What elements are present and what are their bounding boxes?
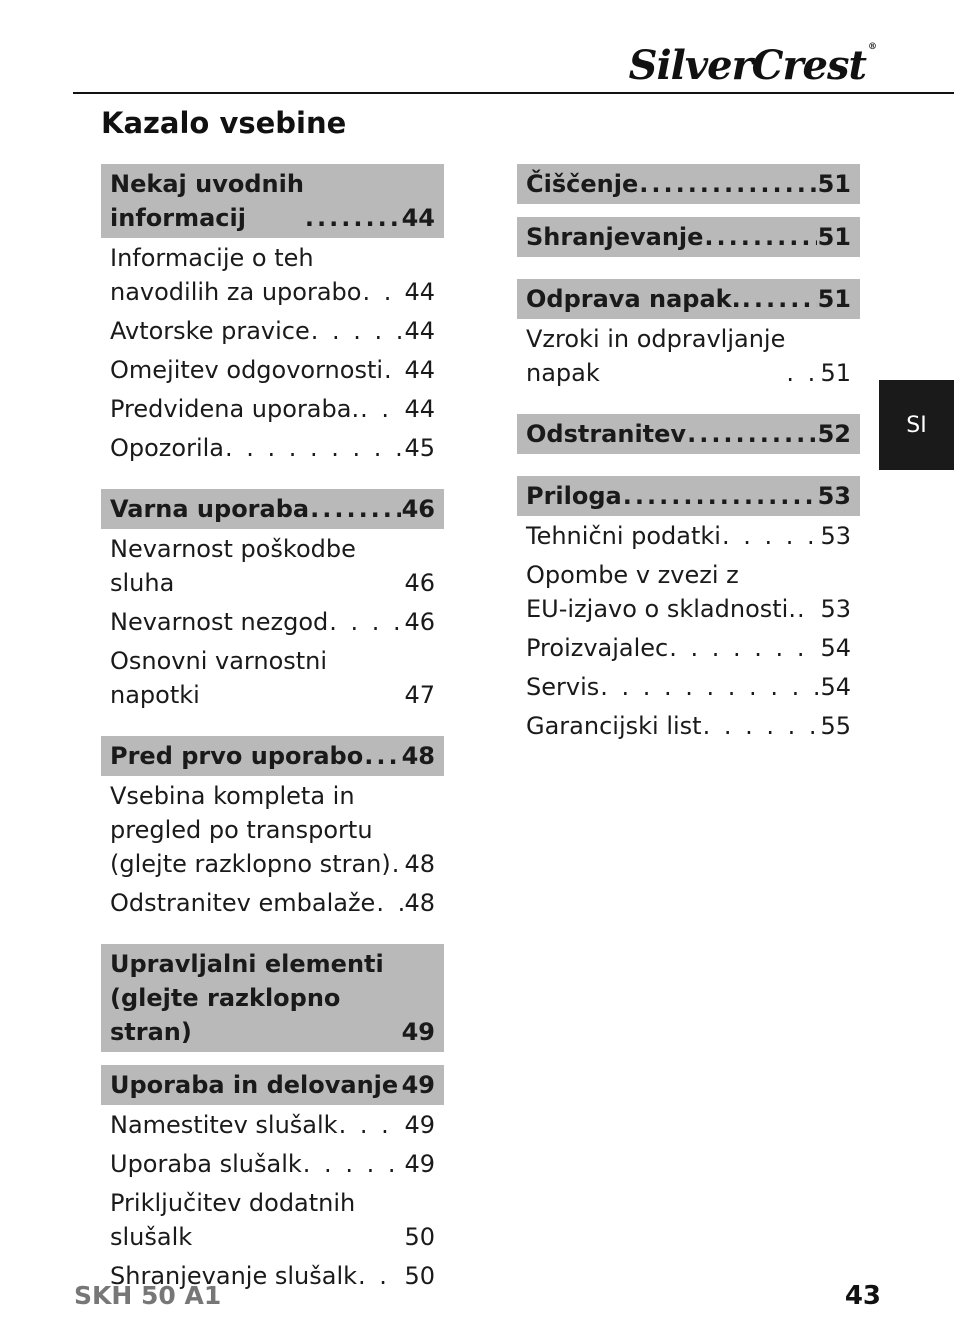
toc-entry[interactable] bbox=[101, 883, 444, 922]
toc-entry-label: Tehnični podatki bbox=[526, 522, 721, 550]
dot-leader bbox=[704, 220, 816, 254]
dot-leader bbox=[329, 605, 403, 639]
toc-entry[interactable] bbox=[517, 555, 860, 628]
page-number: 43 bbox=[844, 1281, 881, 1311]
toc-entry-page-number: 49 bbox=[404, 1150, 435, 1178]
section-gap bbox=[101, 467, 444, 489]
toc-entry-page-number: 55 bbox=[820, 712, 851, 740]
toc-entry-label: Priključitev dodatnih slušalk bbox=[110, 1189, 356, 1251]
toc-entry[interactable] bbox=[101, 389, 444, 428]
dot-leader bbox=[722, 519, 819, 553]
dot-leader bbox=[305, 201, 401, 235]
toc-entry[interactable] bbox=[517, 516, 860, 555]
section-gap bbox=[101, 1052, 444, 1065]
dot-leader bbox=[786, 356, 819, 390]
toc-section-heading[interactable] bbox=[517, 476, 860, 516]
toc-entry-page-number: 53 bbox=[820, 595, 851, 623]
toc-entry[interactable] bbox=[101, 776, 444, 883]
dot-leader bbox=[623, 479, 817, 513]
toc-entry-page-number: 48 bbox=[404, 889, 435, 917]
toc-entry[interactable] bbox=[517, 319, 860, 392]
dot-leader bbox=[687, 417, 817, 451]
toc-section-heading[interactable] bbox=[517, 217, 860, 257]
silvercrest-logo bbox=[629, 42, 876, 89]
dot-leader bbox=[639, 167, 816, 201]
toc-entry-page-number: 48 bbox=[404, 850, 435, 878]
toc-entry-page-number: 47 bbox=[404, 681, 435, 709]
dot-leader bbox=[384, 353, 403, 387]
toc-entry-label: Namestitev slušalk bbox=[110, 1111, 338, 1139]
toc-entry[interactable] bbox=[517, 706, 860, 745]
section-heading-label: Upravljalni elementi (glejte razklopno stran) bbox=[110, 950, 384, 1046]
section-page-number: 48 bbox=[401, 742, 435, 770]
toc-entry-page-number: 51 bbox=[820, 359, 851, 387]
toc-left-column bbox=[101, 164, 444, 1295]
header-rule bbox=[73, 92, 954, 94]
toc-entry-label: Informacije o teh navodilih za uporabo bbox=[110, 244, 362, 306]
section-page-number: 44 bbox=[401, 204, 435, 232]
toc-entry-label: Predvidena uporaba. bbox=[110, 395, 360, 423]
toc-entry-label: Odstranitev embalaže bbox=[110, 889, 376, 917]
toc-entry[interactable] bbox=[101, 350, 444, 389]
toc-entry-page-number: 44 bbox=[404, 317, 435, 345]
toc-entry-label: Avtorske pravice bbox=[110, 317, 310, 345]
toc-entry-page-number: 50 bbox=[404, 1223, 435, 1251]
toc-entry[interactable] bbox=[101, 1183, 444, 1256]
toc-entry[interactable] bbox=[517, 667, 860, 706]
toc-entry-page-number: 46 bbox=[404, 569, 435, 597]
toc-entry[interactable] bbox=[101, 641, 444, 714]
toc-section-heading[interactable] bbox=[101, 1065, 444, 1105]
toc-entry[interactable] bbox=[101, 1144, 444, 1183]
toc-entry-page-number: 54 bbox=[820, 634, 851, 662]
toc-entry-label: Uporaba slušalk bbox=[110, 1150, 302, 1178]
model-number: SKH 50 A1 bbox=[74, 1281, 222, 1310]
dot-leader bbox=[362, 275, 403, 309]
dot-leader bbox=[376, 886, 403, 920]
dot-leader bbox=[339, 1108, 404, 1142]
section-page-number: 52 bbox=[817, 420, 851, 448]
toc-entry-label: Nevarnost poškodbe sluha bbox=[110, 535, 356, 597]
registered-mark: ® bbox=[868, 42, 876, 52]
dot-leader bbox=[310, 492, 401, 526]
page-title: Kazalo vsebine bbox=[101, 106, 347, 140]
section-heading-label: Pred prvo uporabo bbox=[110, 742, 364, 770]
dot-leader bbox=[360, 392, 403, 426]
toc-entry-label: Servis bbox=[526, 673, 600, 701]
dot-leader bbox=[392, 847, 404, 881]
toc-entry[interactable] bbox=[101, 238, 444, 311]
dot-leader bbox=[358, 1259, 403, 1293]
dot-leader bbox=[600, 670, 819, 704]
section-heading-label: Odprava napak. bbox=[526, 285, 741, 313]
toc-section-heading[interactable] bbox=[101, 489, 444, 529]
toc-entry-page-number: 44 bbox=[404, 356, 435, 384]
language-tab: SI bbox=[879, 380, 954, 470]
toc-entry-page-number: 46 bbox=[404, 608, 435, 636]
section-page-number: 51 bbox=[817, 223, 851, 251]
section-page-number: 53 bbox=[817, 482, 851, 510]
toc-right-column bbox=[517, 164, 860, 745]
section-heading-label: Uporaba in delovanje bbox=[110, 1071, 399, 1099]
section-heading-label: Varna uporaba bbox=[110, 495, 310, 523]
toc-section-heading[interactable] bbox=[101, 944, 444, 1052]
dot-leader bbox=[399, 1068, 400, 1102]
section-gap bbox=[517, 392, 860, 414]
toc-entry-label: Shranjevanje slušalk bbox=[110, 1262, 358, 1290]
toc-entry-page-number: 45 bbox=[404, 434, 435, 462]
section-page-number: 51 bbox=[817, 285, 851, 313]
toc-entry-page-number: 53 bbox=[820, 522, 851, 550]
toc-entry[interactable] bbox=[101, 1105, 444, 1144]
dot-leader bbox=[225, 431, 403, 465]
section-heading-label: Odstranitev bbox=[526, 420, 687, 448]
dot-leader bbox=[364, 739, 400, 773]
toc-entry[interactable] bbox=[101, 529, 444, 602]
dot-leader bbox=[669, 631, 819, 665]
toc-section-heading[interactable] bbox=[101, 164, 444, 238]
toc-entry-page-number: 54 bbox=[820, 673, 851, 701]
section-gap bbox=[101, 714, 444, 736]
toc-section-heading[interactable] bbox=[101, 736, 444, 776]
dot-leader bbox=[303, 1147, 404, 1181]
toc-entry-label: Osnovni varnostni napotki bbox=[110, 647, 328, 709]
section-page-number: 46 bbox=[401, 495, 435, 523]
dot-leader bbox=[703, 709, 820, 743]
toc-entry-label: Vzroki in odpravljanje napak bbox=[526, 325, 786, 387]
toc-entry-label: Garancijski list bbox=[526, 712, 702, 740]
toc-section-heading[interactable] bbox=[517, 414, 860, 454]
section-heading-label: Nekaj uvodnih informacij bbox=[110, 170, 304, 232]
toc-entry[interactable] bbox=[101, 428, 444, 467]
dot-leader bbox=[742, 282, 817, 316]
toc-entry-label: Omejitev odgovornosti bbox=[110, 356, 384, 384]
brand-name: SilverCrest bbox=[628, 42, 866, 89]
dot-leader bbox=[797, 592, 819, 626]
section-page-number: 49 bbox=[401, 1071, 435, 1099]
section-gap bbox=[101, 922, 444, 944]
section-gap bbox=[517, 204, 860, 217]
toc-entry-label: Nevarnost nezgod bbox=[110, 608, 329, 636]
section-page-number: 51 bbox=[817, 170, 851, 198]
toc-entry[interactable] bbox=[517, 628, 860, 667]
section-heading-label: Shranjevanje bbox=[526, 223, 704, 251]
section-heading-label: Čiščenje bbox=[526, 170, 639, 198]
toc-entry-page-number: 49 bbox=[404, 1111, 435, 1139]
toc-section-heading[interactable] bbox=[517, 164, 860, 204]
toc-entry[interactable] bbox=[101, 311, 444, 350]
toc-entry-label: Proizvajalec bbox=[526, 634, 669, 662]
toc-entry-label: Opombe v zvezi z EU-izjavo o skladnosti. bbox=[526, 561, 796, 623]
dot-leader bbox=[311, 314, 404, 348]
toc-entry-page-number: 44 bbox=[404, 395, 435, 423]
toc-entry-page-number: 50 bbox=[404, 1262, 435, 1290]
toc-entry-page-number: 44 bbox=[404, 278, 435, 306]
toc-entry-label: Opozorila bbox=[110, 434, 224, 462]
section-page-number: 49 bbox=[401, 1018, 435, 1046]
toc-entry-label: Vsebina kompleta in pregled po transportu (glejte razklopno stran) bbox=[110, 782, 391, 878]
section-heading-label: Priloga bbox=[526, 482, 622, 510]
toc-entry[interactable] bbox=[101, 602, 444, 641]
toc-section-heading[interactable] bbox=[517, 279, 860, 319]
section-gap bbox=[517, 454, 860, 476]
section-gap bbox=[517, 257, 860, 279]
